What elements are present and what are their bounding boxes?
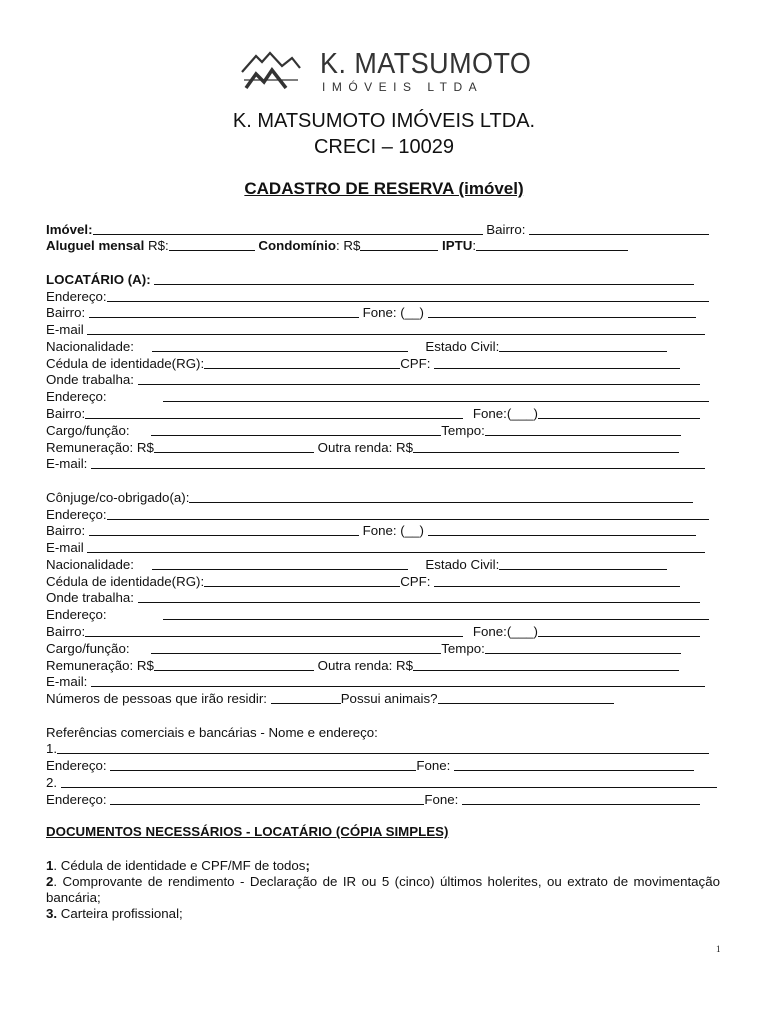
referencia-1-row bbox=[46, 741, 720, 757]
conjuge-nacionalidade-field[interactable] bbox=[152, 557, 408, 570]
conjuge-bairro2-row bbox=[46, 624, 720, 640]
locatario-cargo-field[interactable] bbox=[151, 423, 441, 436]
iptu-field[interactable] bbox=[476, 238, 628, 251]
conjuge-endereco2-row bbox=[46, 607, 720, 623]
locatario-trabalho-bairro-field[interactable] bbox=[85, 406, 463, 419]
conjuge-cpf-field[interactable] bbox=[434, 574, 680, 587]
referencia-1-endereco-field[interactable] bbox=[110, 758, 416, 771]
conjuge-row bbox=[46, 490, 720, 506]
aluguel-label: Aluguel mensal bbox=[46, 238, 145, 253]
locatario-nacionalidade-field[interactable] bbox=[152, 339, 408, 352]
bairro-label: Bairro: bbox=[46, 305, 86, 320]
conjuge-trabalho-email-field[interactable] bbox=[91, 674, 705, 687]
conjuge-trabalho-fone-field[interactable] bbox=[538, 624, 700, 637]
endereco-label: Endereço: bbox=[46, 792, 107, 807]
imovel-row bbox=[46, 222, 709, 238]
email-label: E-mail bbox=[46, 322, 84, 337]
endereco-label: Endereço: bbox=[46, 607, 107, 622]
condominio-label: Condomínio bbox=[258, 238, 336, 253]
conjuge-bairro-row bbox=[46, 523, 720, 539]
conjuge-endereco-field[interactable] bbox=[107, 507, 709, 520]
conjuge-trabalho-bairro-field[interactable] bbox=[85, 624, 463, 637]
referencia-number: 1. bbox=[46, 741, 58, 756]
locatario-estado-civil-field[interactable] bbox=[499, 339, 667, 352]
conjuge-email2-row bbox=[46, 674, 720, 690]
conjuge-endereco-row bbox=[46, 507, 720, 523]
locatario-fone-field[interactable] bbox=[428, 305, 696, 318]
conjuge-remuneracao-field[interactable] bbox=[154, 658, 314, 671]
endereco-label: Endereço: bbox=[46, 389, 107, 404]
conjuge-fone-field[interactable] bbox=[428, 523, 696, 536]
locatario-tempo-field[interactable] bbox=[485, 423, 681, 436]
locatario-endereco-row bbox=[46, 289, 720, 305]
bairro-label: Bairro: bbox=[46, 523, 86, 538]
list-item: 1. Cédula de identidade e CPF/MF de todos; bbox=[46, 858, 310, 873]
locatario-trabalho-endereco-field[interactable] bbox=[163, 389, 709, 402]
form-title: CADASTRO DE RESERVA (imóvel) bbox=[244, 179, 524, 198]
tempo-label: Tempo: bbox=[441, 423, 485, 438]
conjuge-tempo-field[interactable] bbox=[485, 641, 681, 654]
pessoas-row bbox=[46, 691, 720, 707]
pessoas-field[interactable] bbox=[271, 691, 341, 704]
conjuge-heading: Cônjuge/co-obrigado(a): bbox=[46, 490, 190, 505]
imovel-field[interactable] bbox=[93, 222, 483, 235]
bairro-label: Bairro: bbox=[46, 624, 86, 639]
pessoas-label: Números de pessoas que irão residir: bbox=[46, 691, 267, 706]
locatario-bairro-field[interactable] bbox=[89, 305, 359, 318]
referencia-2-fone-field[interactable] bbox=[462, 792, 700, 805]
conjuge-rg-row bbox=[46, 574, 720, 590]
referencia-2-endereco-row bbox=[46, 792, 720, 808]
conjuge-outra-renda-field[interactable] bbox=[413, 658, 679, 671]
email-label: E-mail: bbox=[46, 456, 88, 471]
documentos-heading: DOCUMENTOS NECESSÁRIOS - LOCATÁRIO (CÓPIA SIMPLES) bbox=[46, 824, 449, 839]
nacionalidade-label: Nacionalidade: bbox=[46, 339, 134, 354]
referencia-1-endereco-row bbox=[46, 758, 720, 774]
estado-civil-label: Estado Civil: bbox=[425, 339, 500, 354]
rg-label: Cédula de identidade(RG): bbox=[46, 356, 205, 371]
documentos-list bbox=[46, 858, 720, 922]
endereco-label: Endereço: bbox=[46, 289, 107, 304]
conjuge-estado-civil-field[interactable] bbox=[499, 557, 667, 570]
locatario-trabalho-email-field[interactable] bbox=[91, 456, 705, 469]
conjuge-rg-field[interactable] bbox=[204, 574, 400, 587]
locatario-cpf-field[interactable] bbox=[434, 356, 680, 369]
fone-label: Fone: (__) bbox=[362, 523, 424, 538]
locatario-heading: LOCATÁRIO (A): bbox=[46, 272, 151, 287]
referencia-2-row bbox=[46, 775, 720, 791]
locatario-renda-row bbox=[46, 440, 720, 456]
locatario-bairro-row bbox=[46, 305, 720, 321]
referencias-heading: Referências comerciais e bancárias - Nome e endereço: bbox=[46, 725, 378, 740]
nacionalidade-label: Nacionalidade: bbox=[46, 557, 134, 572]
conjuge-name-field[interactable] bbox=[189, 490, 693, 503]
referencia-2-endereco-field[interactable] bbox=[110, 792, 424, 805]
fone-label: Fone: bbox=[424, 792, 459, 807]
locatario-name-field[interactable] bbox=[154, 272, 694, 285]
locatario-nacionalidade-row bbox=[46, 339, 720, 355]
conjuge-bairro-field[interactable] bbox=[89, 523, 359, 536]
logo-name: K. MATSUMOTO bbox=[320, 48, 532, 80]
animais-label: Possui animais? bbox=[340, 691, 438, 706]
endereco-label: Endereço: bbox=[46, 507, 107, 522]
locatario-row bbox=[46, 272, 720, 288]
cpf-label: CPF: bbox=[400, 574, 431, 589]
animais-field[interactable] bbox=[438, 691, 614, 704]
locatario-endereco-field[interactable] bbox=[107, 289, 709, 302]
referencia-1-field[interactable] bbox=[57, 741, 709, 754]
locatario-email-field[interactable] bbox=[87, 322, 705, 335]
aluguel-field[interactable] bbox=[169, 238, 255, 251]
onde-trabalha-label: Onde trabalha: bbox=[46, 590, 134, 605]
company-name: K. MATSUMOTO IMÓVEIS LTDA. bbox=[232, 110, 536, 132]
conjuge-cargo-row bbox=[46, 641, 720, 657]
endereco-label: Endereço: bbox=[46, 758, 107, 773]
creci-number: CRECI – 10029 bbox=[313, 136, 455, 158]
locatario-endereco2-row bbox=[46, 389, 720, 405]
onde-trabalha-label: Onde trabalha: bbox=[46, 372, 134, 387]
locatario-email2-row bbox=[46, 456, 720, 472]
remuneracao-label: Remuneração: R$ bbox=[46, 440, 154, 455]
logo-subtitle: IMÓVEIS LTDA bbox=[322, 80, 484, 94]
aluguel-row: Aluguel mensal R$: Condomínio: R$ IPTU: bbox=[46, 238, 628, 254]
list-item: 2. Comprovante de rendimento - Declaração de IR ou 5 (cinco) últimos holerites, ou extrato de movimentação bancária; bbox=[46, 874, 720, 905]
bairro-label: Bairro: bbox=[46, 406, 86, 421]
conjuge-nacionalidade-row bbox=[46, 557, 720, 573]
locatario-email-row bbox=[46, 322, 720, 338]
referencia-1-fone-field[interactable] bbox=[454, 758, 694, 771]
locatario-outra-renda-field[interactable] bbox=[413, 440, 679, 453]
conjuge-trabalho-field[interactable] bbox=[138, 590, 700, 603]
locatario-rg-row bbox=[46, 356, 720, 372]
conjuge-cargo-field[interactable] bbox=[151, 641, 441, 654]
locatario-trabalho-fone-field[interactable] bbox=[538, 406, 700, 419]
fone-label: Fone: (__) bbox=[362, 305, 424, 320]
cargo-label: Cargo/função: bbox=[46, 423, 130, 438]
email-label: E-mail bbox=[46, 540, 84, 555]
iptu-label: IPTU bbox=[442, 238, 473, 253]
fone-label: Fone:(___) bbox=[472, 406, 538, 421]
condominio-field[interactable] bbox=[360, 238, 438, 251]
estado-civil-label: Estado Civil: bbox=[425, 557, 500, 572]
rg-label: Cédula de identidade(RG): bbox=[46, 574, 205, 589]
outra-renda-label: Outra renda: R$ bbox=[317, 440, 413, 455]
page-number: 1 bbox=[716, 944, 721, 954]
locatario-rg-field[interactable] bbox=[204, 356, 400, 369]
cargo-label: Cargo/função: bbox=[46, 641, 130, 656]
list-item: 3. Carteira profissional; bbox=[46, 906, 183, 921]
referencia-2-field[interactable] bbox=[61, 775, 717, 788]
imovel-bairro-field[interactable] bbox=[529, 222, 709, 235]
conjuge-trabalho-endereco-field[interactable] bbox=[163, 607, 709, 620]
fone-label: Fone: bbox=[416, 758, 451, 773]
cpf-label: CPF: bbox=[400, 356, 431, 371]
bairro-label: Bairro: bbox=[486, 222, 526, 237]
locatario-remuneracao-field[interactable] bbox=[154, 440, 314, 453]
locatario-trabalho-field[interactable] bbox=[138, 372, 700, 385]
locatario-bairro2-row bbox=[46, 406, 720, 422]
fone-label: Fone:(___) bbox=[472, 624, 538, 639]
company-logo bbox=[240, 48, 530, 96]
tempo-label: Tempo: bbox=[441, 641, 485, 656]
conjuge-email-row bbox=[46, 540, 720, 556]
locatario-cargo-row bbox=[46, 423, 720, 439]
matsumoto-logo-icon bbox=[240, 50, 302, 92]
outra-renda-label: Outra renda: R$ bbox=[317, 658, 413, 673]
conjuge-email-field[interactable] bbox=[87, 540, 705, 553]
referencia-number: 2. bbox=[46, 775, 58, 790]
remuneracao-label: Remuneração: R$ bbox=[46, 658, 154, 673]
conjuge-renda-row bbox=[46, 658, 720, 674]
conjuge-trabalho-row bbox=[46, 590, 720, 606]
locatario-trabalho-row bbox=[46, 372, 720, 388]
email-label: E-mail: bbox=[46, 674, 88, 689]
imovel-label: Imóvel: bbox=[46, 222, 93, 237]
